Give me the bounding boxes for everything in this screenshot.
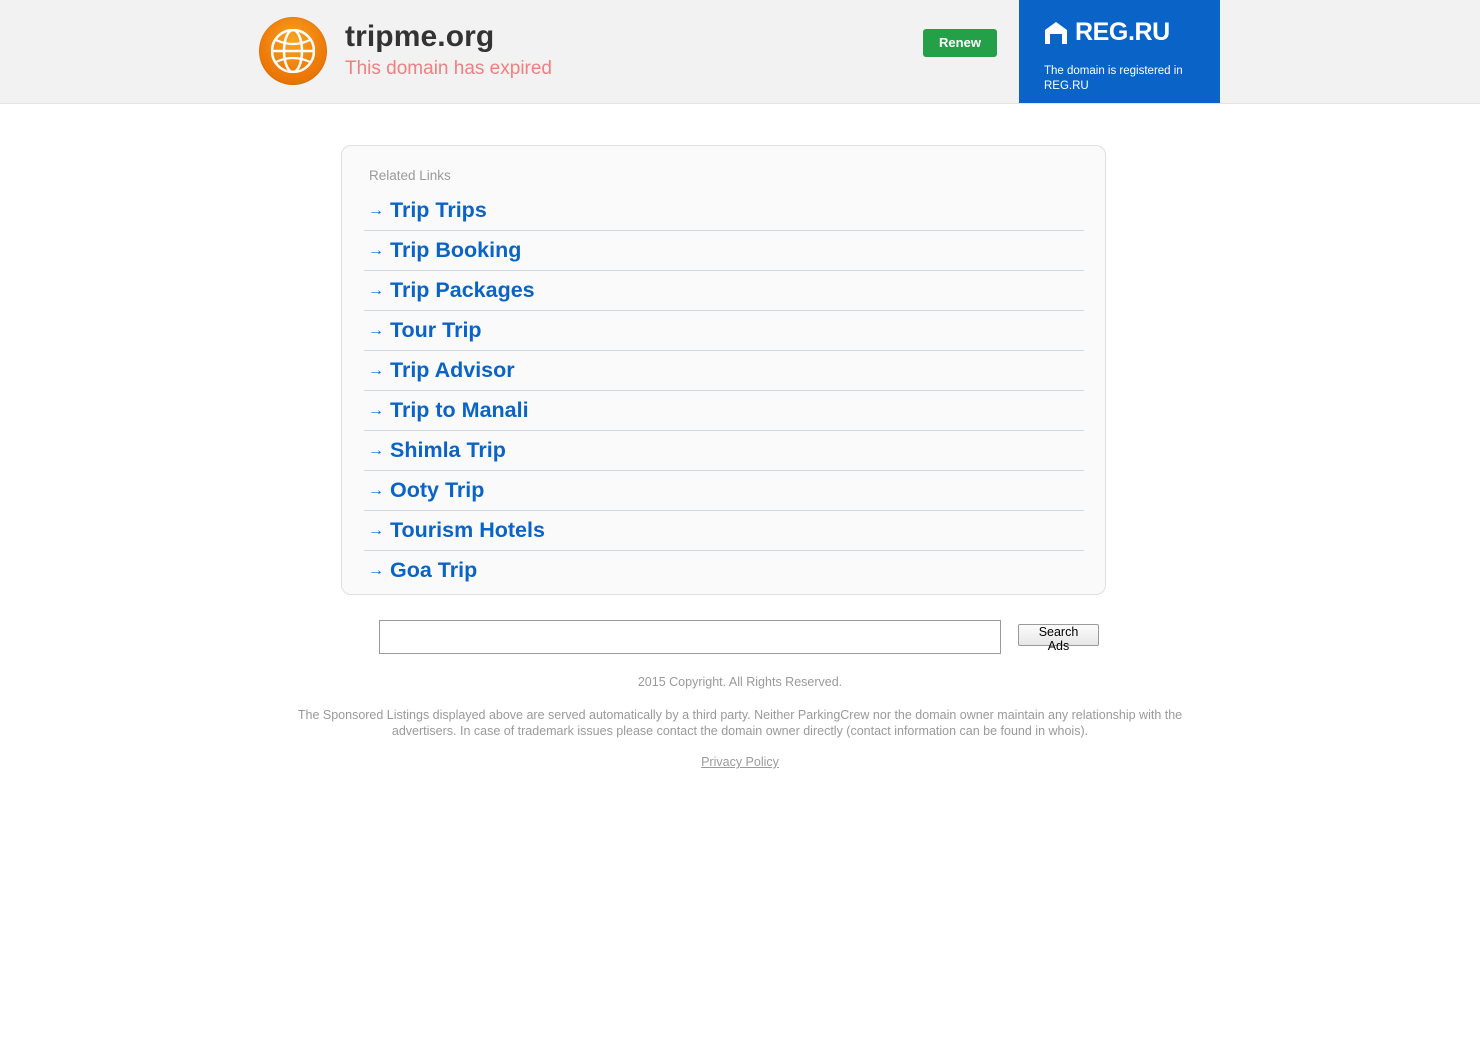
search-row xyxy=(379,620,1099,654)
arrow-right-icon: → xyxy=(368,481,384,499)
arrow-right-icon: → xyxy=(368,521,384,539)
globe-icon xyxy=(259,17,327,85)
domain-status: This domain has expired xyxy=(345,58,552,79)
registrar-note: The domain is registered in REG.RU xyxy=(1044,65,1183,92)
regru-brand-suffix: .RU xyxy=(1127,18,1170,46)
arrow-right-icon: → xyxy=(368,561,384,579)
regru-wordmark xyxy=(1075,18,1170,47)
related-link-label[interactable]: Trip Packages xyxy=(390,278,535,302)
page-header xyxy=(0,0,1480,104)
related-link-label[interactable]: Tourism Hotels xyxy=(390,518,545,542)
related-link-label[interactable]: Trip Advisor xyxy=(390,358,515,382)
arrow-right-icon: → xyxy=(368,441,384,459)
related-link-label[interactable]: Shimla Trip xyxy=(390,438,506,462)
arrow-right-icon: → xyxy=(368,401,384,419)
list-item[interactable] xyxy=(364,271,1084,311)
list-item[interactable] xyxy=(364,431,1084,471)
related-links-label: Related Links xyxy=(369,168,451,183)
list-item[interactable] xyxy=(364,391,1084,431)
related-link-label[interactable]: Tour Trip xyxy=(390,318,482,342)
copyright-text: 2015 Copyright. All Rights Reserved. xyxy=(637,675,843,689)
list-item[interactable] xyxy=(364,231,1084,271)
search-input[interactable] xyxy=(379,620,1001,654)
related-links-list xyxy=(364,191,1084,590)
related-links-card xyxy=(341,145,1106,595)
privacy-policy-link[interactable]: Privacy Policy xyxy=(701,755,779,769)
list-item[interactable] xyxy=(364,551,1084,590)
arrow-right-icon: → xyxy=(368,241,384,259)
list-item[interactable] xyxy=(364,191,1084,231)
arrow-right-icon: → xyxy=(368,321,384,339)
list-item[interactable] xyxy=(364,471,1084,511)
arrow-right-icon: → xyxy=(368,201,384,219)
related-link-label[interactable]: Trip Booking xyxy=(390,238,522,262)
related-link-label[interactable]: Trip Trips xyxy=(390,198,487,222)
domain-title: tripme.org xyxy=(345,20,495,53)
disclaimer-text: The Sponsored Listings displayed above are served automatically by a third party. Neither ParkingCrew nor the domain owner maintain any relationship with the advertisers. In case of trademark issues please contact the domain owner directly (contact information can be found in whois). xyxy=(297,708,1183,738)
regru-mark-icon xyxy=(1043,20,1069,46)
renew-button[interactable]: Renew xyxy=(923,29,997,57)
related-link-label[interactable]: Trip to Manali xyxy=(390,398,529,422)
search-ads-button[interactable]: Search Ads xyxy=(1018,624,1099,646)
registrar-badge[interactable] xyxy=(1019,0,1220,103)
regru-logo xyxy=(1043,18,1170,47)
arrow-right-icon: → xyxy=(368,361,384,379)
list-item[interactable] xyxy=(364,351,1084,391)
list-item[interactable] xyxy=(364,511,1084,551)
header-inner xyxy=(0,0,1480,103)
arrow-right-icon: → xyxy=(368,281,384,299)
related-link-label[interactable]: Goa Trip xyxy=(390,558,478,582)
list-item[interactable] xyxy=(364,311,1084,351)
regru-brand-main: REG xyxy=(1075,18,1128,46)
related-link-label[interactable]: Ooty Trip xyxy=(390,478,485,502)
